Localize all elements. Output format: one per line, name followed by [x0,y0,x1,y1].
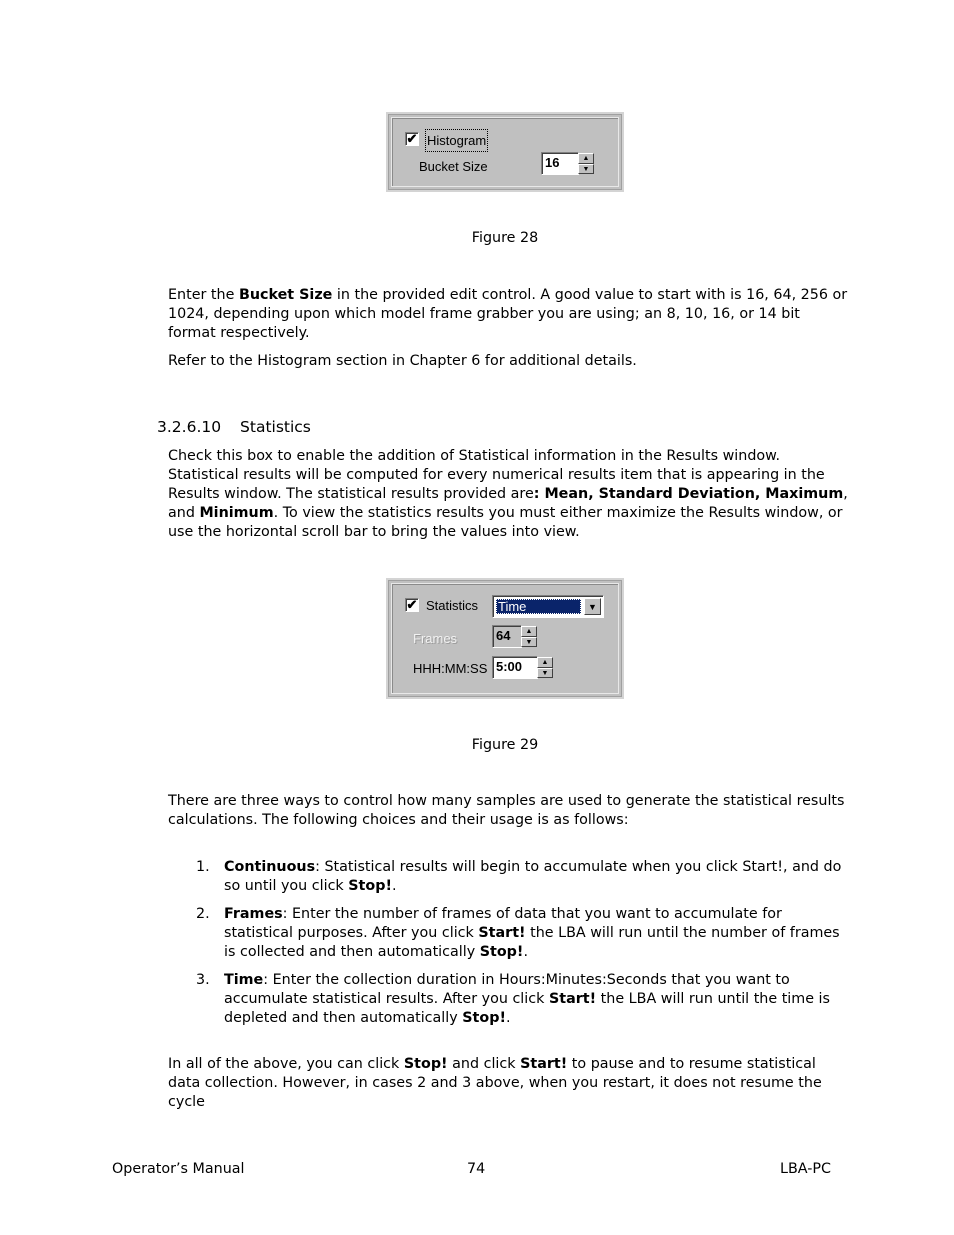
section-heading [157,418,311,437]
frames-input[interactable]: 64 [492,625,522,648]
footer-right: LBA-PC [780,1161,832,1177]
bucket-size-label: Bucket Size [419,159,488,174]
figure-28-caption: Figure 28 [471,230,539,246]
figure-29-caption: Figure 29 [471,737,539,753]
spin-up-icon[interactable]: ▲ [537,657,553,668]
bucket-size-spinner[interactable] [578,153,594,174]
spin-down-icon[interactable]: ▼ [521,637,537,648]
spin-up-icon[interactable]: ▲ [521,626,537,637]
statistics-mode-select[interactable] [492,595,604,618]
histogram-checkbox[interactable]: ✔ [406,131,418,146]
frames-spinner[interactable] [521,626,537,647]
statistics-checkbox[interactable]: ✔ [406,597,418,612]
statistics-paragraph: Check this box to enable the addition of Statistical information in the Results window. Statistical results will be computed for every numerical results item that is appearing in the Results window. The statistical results provided are: Mean, Standard Deviation, Maximum, and Minimum. To view the statistics results you must either maximize the Results window, or use the horizontal scroll bar to bring the values into view. [168,448,848,540]
chevron-down-icon[interactable]: ▼ [584,598,601,615]
statistics-label[interactable]: Statistics [426,598,479,613]
spin-up-icon[interactable]: ▲ [578,153,594,164]
statistics-panel [386,578,624,699]
histogram-panel [386,112,624,192]
page-number: 74 [467,1161,486,1177]
time-spinner[interactable] [537,657,553,678]
panel-frame [391,117,619,187]
section-title: Statistics [240,418,311,436]
time-label: HHH:MM:SS [413,661,488,676]
spin-down-icon[interactable]: ▼ [578,164,594,175]
final-paragraph: In all of the above, you can click Stop! and click Start! to pause and to resume statistical data collection. However, in cases 2 and 3 above, when you restart, it does not resume the cycle [168,1056,822,1110]
spin-down-icon[interactable]: ▼ [537,668,553,679]
histogram-label[interactable]: Histogram [427,133,487,148]
three-ways-paragraph: There are three ways to control how many samples are used to generate the statistical results calculations. The following choices and their usage is as follows: [168,793,845,828]
frames-label: Frames [413,631,458,646]
section-number: 3.2.6.10 [157,418,222,436]
statistics-mode-value: Time [496,599,581,614]
bucket-size-paragraph: Enter the Bucket Size in the provided edit control. A good value to start with is 16, 64, 256 or 1024, depending upon which model frame grabber you are using; an 8, 10, 16, or 14 bit format respectively. [168,287,848,341]
time-input[interactable]: 5:00 [492,656,538,679]
refer-paragraph: Refer to the Histogram section in Chapter 6 for additional details. [168,353,637,369]
bucket-size-input[interactable]: 16 [541,152,579,175]
footer-left: Operator’s Manual [112,1161,245,1177]
